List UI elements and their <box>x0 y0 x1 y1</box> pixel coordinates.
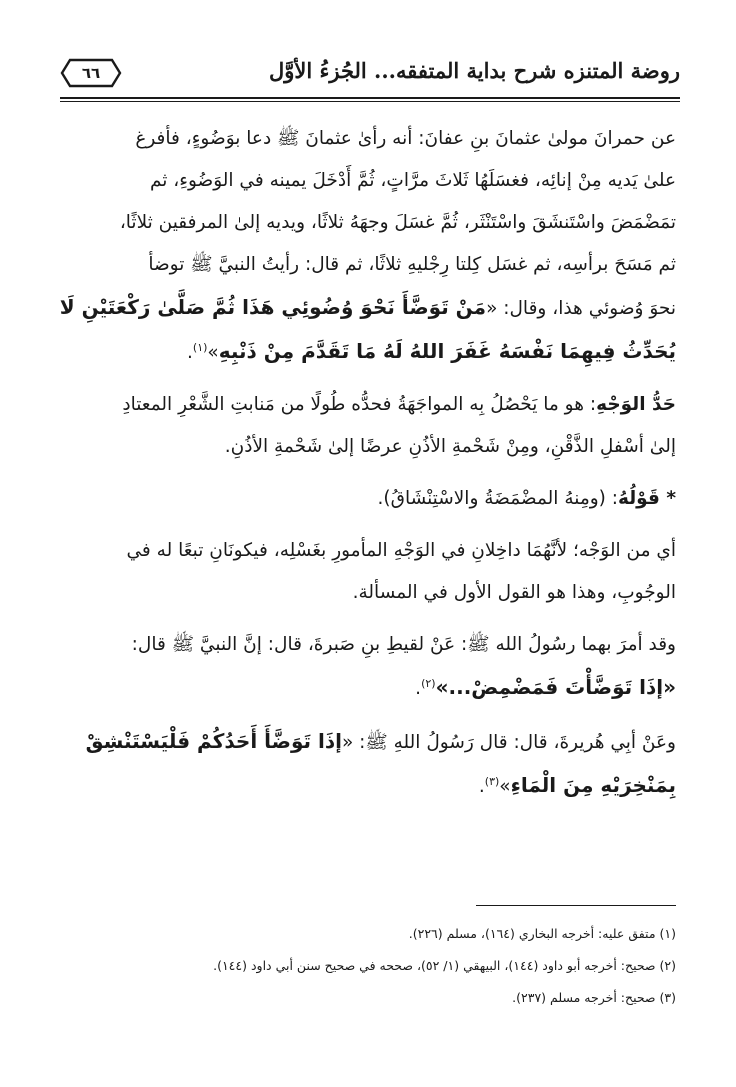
text-run: : (ومِنهُ المضْمَضَةُ والاسْتِنْشَاقُ). <box>377 488 618 509</box>
text-run: : هو ما يَحْصُلُ بِه المواجَهَةُ فحدُّه طُولًا من مَنابتِ الشَّعْرِ المعتادِ <box>122 394 597 415</box>
period: . <box>415 678 422 699</box>
text-line <box>58 764 676 808</box>
text-line: عن حمرانَ مولىٰ عثمانَ بنِ عفانَ: أنه رأىٰ عثمانَ ﷺ دعا بوَضُوءٍ، فأفرغ <box>135 128 676 149</box>
text-line <box>58 478 676 520</box>
text-line: تمَضْمَضَ واسْتَنشَقَ واسْتَنْثَر، ثُمَّ غسَلَ وجهَهُ ثلاثًا، ويديه إلىٰ المرفقين ثلاثًا، <box>119 212 676 233</box>
page-number: ٦٦ <box>81 64 101 82</box>
text-line: وقد أمرَ بهما رسُولُ الله ﷺ: عَنْ لقيطِ بنِ صَبرةَ، قال: إنَّ النبيَّ ﷺ قال: <box>131 634 676 655</box>
text-line <box>58 286 676 330</box>
page-number-badge <box>60 58 122 88</box>
paragraph-explanation <box>58 530 676 614</box>
text-line: إلىٰ أسْفلِ الذَّقْنِ، ومِنْ شَحْمةِ الأذُنِ عرضًا إلىٰ شَحْمةِ الأذُنِ. <box>224 436 676 457</box>
period: . <box>478 776 485 797</box>
main-text <box>58 118 676 818</box>
paragraph-statement <box>58 478 676 520</box>
text-line <box>58 666 676 710</box>
hadith-text: بِمَنْخِرَيْهِ مِنَ الْمَاءِ <box>510 773 676 797</box>
quote-close: » <box>207 342 219 363</box>
footnote-ref: (٣) <box>484 774 500 788</box>
footnote-2: (٢) صحيح: أخرجه أبو داود (١٤٤)، البيهقي (١/ ٥٢)، صححه في صحيح سنن أبي داود (١٤٤). <box>213 958 676 973</box>
text-line: علىٰ يَديه مِنْ إنائِه، فغسَلَهُا ثَلاثَ مرَّاتٍ، ثُمَّ أَدْخَلَ يمينه في الوَضُوءِ، ثم <box>149 170 676 191</box>
hadith-text: «إذَا تَوَضَّأْتَ فَمَضْمِضْ...» <box>435 675 676 699</box>
footnotes <box>58 918 676 1014</box>
paragraph-face-definition <box>58 384 676 468</box>
header-rule-thin <box>60 101 680 102</box>
text-line: ثم مَسَحَ برأسِه، ثم غسَل كِلتا رِجْليهِ ثلاثًا، ثم قال: رأيتُ النبيَّ ﷺ توضأ <box>148 254 676 275</box>
text-line: أي من الوَجْه؛ لأنَّهُمَا داخِلانِ في الوَجْهِ المأمورِ بغَسْلِه، فيكونَانِ تبعًا له في <box>126 540 676 561</box>
footnote-ref: (٢) <box>421 676 436 690</box>
text-run: نحوَ وُضوئي هذا، وقال: « <box>486 298 676 319</box>
footnote-1: (١) متفق عليه: أخرجه البخاري (١٦٤)، مسلم (٢٢٦). <box>408 926 676 941</box>
footnote-separator <box>476 905 676 906</box>
term-heading: حَدُّ الوَجْهِ <box>596 394 676 415</box>
hadith-text: إذَا تَوَضَّأَ أَحَدُكُمْ فَلْيَسْتَنْشِقْ <box>85 729 342 753</box>
hadith-text: مَنْ تَوَضَّأَ نَحْوَ وُضُوئِي هَذَا ثُمَّ صَلَّىٰ رَكْعَتَيْنِ لَا <box>59 295 487 319</box>
period: . <box>187 342 193 363</box>
quote-close: » <box>499 776 511 797</box>
text-line <box>58 720 676 764</box>
paragraph-abu-hurayra-hadith <box>58 720 676 808</box>
text-line <box>58 384 676 426</box>
paragraph-laqit-hadith <box>58 624 676 710</box>
running-title: روضة المتنزه شرح بداية المتفقه... الجُزءُ الأوَّل <box>268 58 680 83</box>
footnote-ref: (١) <box>192 340 208 354</box>
text-line <box>58 330 676 374</box>
text-line: الوجُوبِ، وهذا هو القول الأول في المسألة. <box>352 582 676 603</box>
statement-heading: * قَوْلُهُ <box>618 488 676 509</box>
page-header <box>60 56 680 96</box>
paragraph-hadith-uthman <box>58 118 676 374</box>
text-run: وعَنْ أبِي هُريرةَ، قال: قال رَسُولُ اللهِ ﷺ: « <box>341 732 676 753</box>
footnote-3: (٣) صحيح: أخرجه مسلم (٢٣٧). <box>512 990 676 1005</box>
hadith-text: يُحَدِّثُ فِيهِمَا نَفْسَهُ غَفَرَ اللهُ لَهُ مَا تَقَدَّمَ مِنْ ذَنْبِهِ <box>218 339 676 363</box>
header-rule <box>60 97 680 99</box>
